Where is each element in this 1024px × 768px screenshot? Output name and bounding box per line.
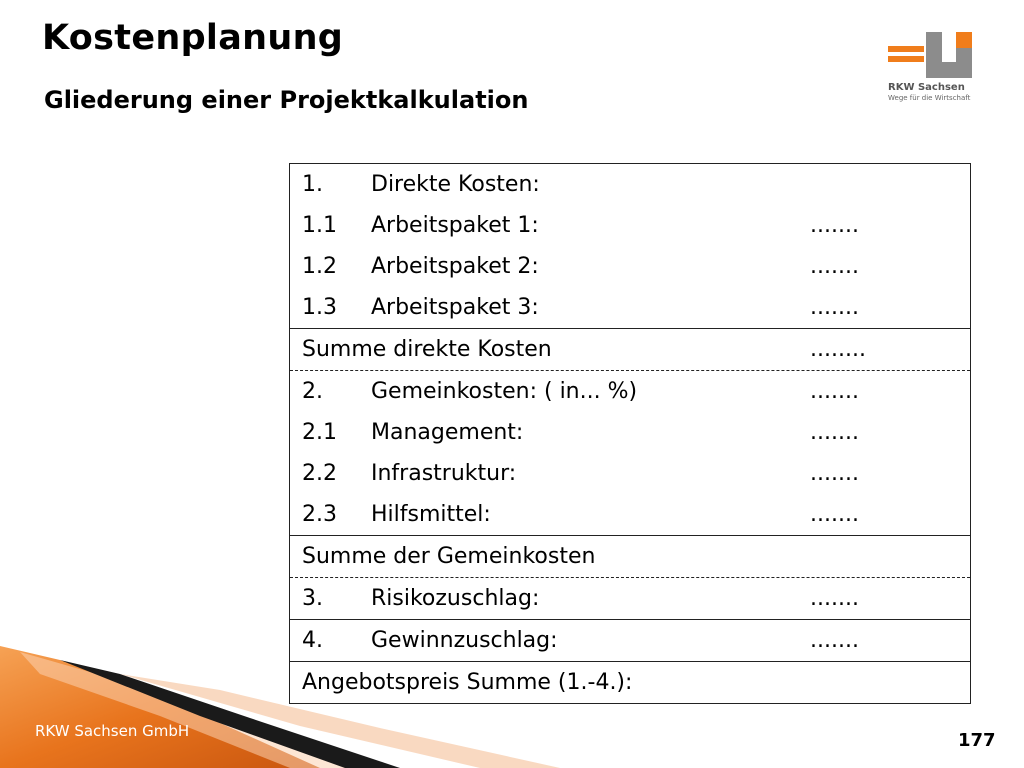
logo-tagline: Wege für die Wirtschaft [888, 94, 971, 102]
row-value: ....... [810, 420, 859, 445]
row-label: Arbeitspaket 3: [371, 295, 539, 320]
row-value: ....... [810, 254, 859, 279]
row-number: 4. [302, 628, 323, 653]
row-number: 2.1 [302, 420, 337, 445]
logo-white-cut [942, 32, 956, 62]
row-label: Infrastruktur: [371, 461, 517, 486]
table-row [290, 287, 970, 328]
row-value: ....... [810, 502, 859, 527]
row-value: ....... [810, 213, 859, 238]
row-number: 2. [302, 379, 323, 404]
row-value: ....... [810, 379, 859, 404]
row-label: Direkte Kosten: [371, 172, 540, 197]
table-row [290, 246, 970, 287]
logo-orange-square [956, 32, 972, 48]
row-value: ....... [810, 628, 859, 653]
table-row [290, 412, 970, 453]
rkw-logo [886, 32, 986, 112]
row-label: Arbeitspaket 1: [371, 213, 539, 238]
row-label: Risikozuschlag: [371, 586, 540, 611]
row-value: ........ [810, 337, 866, 362]
row-number: 1.3 [302, 295, 337, 320]
row-label: Gewinnzuschlag: [371, 628, 558, 653]
cost-table [289, 163, 971, 704]
table-row-total [290, 661, 970, 703]
row-number: 2.3 [302, 502, 337, 527]
row-label: Summe direkte Kosten [302, 337, 552, 362]
table-row-subtotal [290, 535, 970, 577]
row-label: Angebotspreis Summe (1.-4.): [302, 670, 633, 695]
page-subtitle: Gliederung einer Projektkalkulation [44, 86, 529, 114]
page-title: Kostenplanung [42, 18, 344, 58]
table-row [290, 205, 970, 246]
row-number: 1.1 [302, 213, 337, 238]
table-row [290, 164, 970, 205]
row-label: Management: [371, 420, 524, 445]
table-row [290, 494, 970, 535]
table-row [290, 619, 970, 661]
table-row [290, 370, 970, 412]
table-row [290, 453, 970, 494]
row-value: ....... [810, 586, 859, 611]
logo-orange-bar-2 [888, 56, 924, 62]
page-number: 177 [958, 730, 996, 751]
row-value: ....... [810, 295, 859, 320]
row-number: 3. [302, 586, 323, 611]
row-label: Hilfsmittel: [371, 502, 491, 527]
logo-name: RKW Sachsen [888, 82, 965, 93]
logo-orange-bar-1 [888, 46, 924, 52]
table-row [290, 577, 970, 619]
row-number: 2.2 [302, 461, 337, 486]
footer-company: RKW Sachsen GmbH [35, 722, 190, 740]
row-label: Gemeinkosten: ( in... %) [371, 379, 638, 404]
table-row-subtotal [290, 328, 970, 370]
row-value: ....... [810, 461, 859, 486]
row-number: 1.2 [302, 254, 337, 279]
row-number: 1. [302, 172, 323, 197]
row-label: Arbeitspaket 2: [371, 254, 539, 279]
row-label: Summe der Gemeinkosten [302, 544, 596, 569]
